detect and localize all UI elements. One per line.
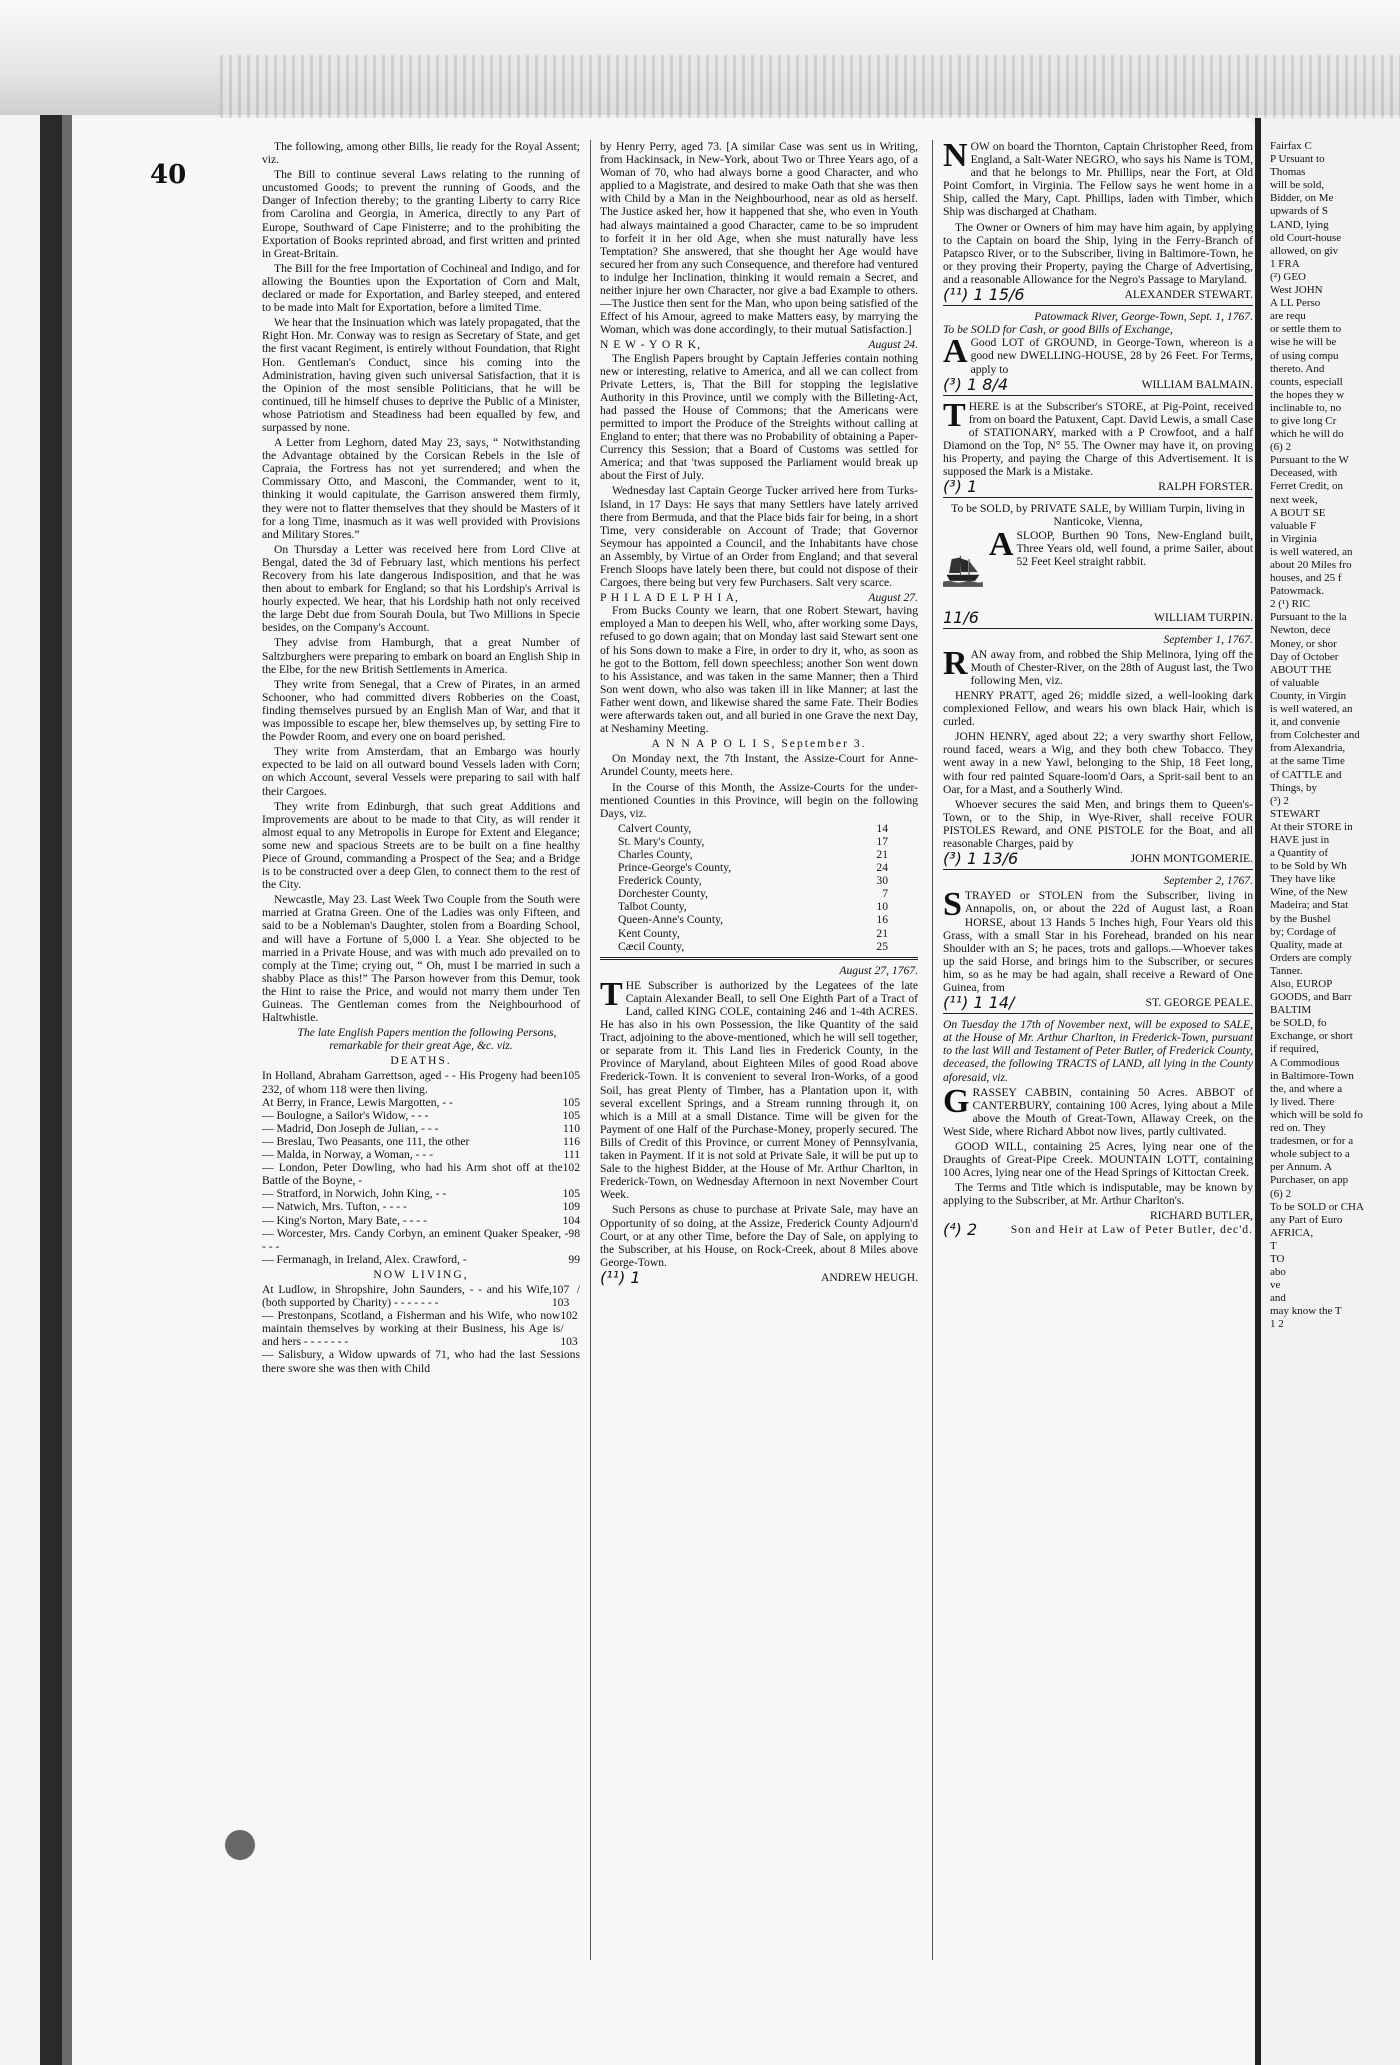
- facing-page-line: A LL Perso: [1270, 297, 1321, 310]
- facing-page-line: will be sold,: [1270, 179, 1325, 192]
- facing-page-line: a Quantity of: [1270, 847, 1329, 860]
- facing-page-line: tradesmen, or for a: [1270, 1135, 1354, 1148]
- advertisement-text: NOW on board the Thornton, Captain Christopher Reed, from England, a Salt-Water NEGRO, who says his Name is TOM, and that he belongs to Mr. Phillips, near the Fort, at Old Point Comfort, in Virginia. The Fellow says he went home in a Ship, called the Mary, Capt. Phillips, laden with Timber, which Ship was discharged at Chatham.: [943, 140, 1253, 219]
- facing-page-line: HAVE just in: [1270, 833, 1330, 846]
- facing-page-line: upwards of S: [1270, 205, 1329, 218]
- advertisement-text: RAN away from, and robbed the Ship Melinora, lying off the Mouth of Chester-River, on the 28th of August last, the Two following Men, viz.: [943, 644, 1253, 687]
- facing-page-line: Pursuant to the la: [1270, 611, 1347, 624]
- facing-page-line: about 20 Miles fro: [1270, 559, 1352, 571]
- facing-page-line: it, and convenie: [1270, 716, 1340, 729]
- drop-cap: A: [943, 333, 968, 371]
- signature-line: (¹¹) 1 15/6 ALEXANDER STEWART.: [943, 285, 1253, 305]
- list-item: — King's Norton, Mary Bate, - - - - 104: [262, 1213, 580, 1227]
- facing-page-line: which he will do: [1270, 428, 1344, 441]
- facing-page-column: [1270, 140, 1395, 1970]
- advertisement-text: Whoever secures the said Men, and brings them to Queen's-Town, or to the Ship, in Wye-River, shall receive FOUR PISTOLES Reward, and ONE PISTOLE for the Boat, and all reasonable Charges, paid by: [943, 797, 1253, 851]
- facing-page-line: At their STORE in: [1270, 820, 1353, 833]
- list-item: — Prestonpans, Scotland, a Fisherman and his Wife, who now maintain themselves by working at their Business, his Age is and hers - - - - - - - 102 / 103: [262, 1309, 578, 1349]
- list-item: St. Mary's County, 17: [618, 834, 888, 848]
- list-item: — Fermanagh, in Ireland, Alex. Crawford, - 99: [262, 1252, 580, 1266]
- facing-page-line: of valuable: [1270, 676, 1320, 689]
- living-list: [262, 1283, 580, 1375]
- drop-cap: S: [943, 886, 962, 924]
- facing-page-line: at the same Time: [1270, 755, 1345, 768]
- advertisement-text: Such Persons as chuse to purchase at Private Sale, may have an Opportunity of so doing, at the Assize, Frederick County Adjourn'd Court, or at any other Time, before the Day of Sale, on applying to the Subscriber, at his House, on Rock-Creek, about 8 Miles above George-Town.: [600, 1203, 918, 1269]
- facing-page-line: are requ: [1270, 310, 1306, 323]
- facing-page-line: TO: [1270, 1252, 1285, 1265]
- facing-page-line: Deceased, with: [1270, 467, 1338, 480]
- column-3: [943, 140, 1253, 1970]
- facing-page-line: GOODS, and Barr: [1270, 991, 1352, 1004]
- list-item: Charles County, 21: [618, 847, 888, 861]
- ad-date: September 2, 1767.: [1163, 874, 1253, 888]
- list-item: — Natwich, Mrs. Tufton, - - - - 109: [262, 1200, 580, 1214]
- facing-page-line: which will be sold fo: [1270, 1108, 1363, 1121]
- signature-line: (⁴) 2 Son and Heir at Law of Peter Butler, dec'd.: [943, 1219, 1253, 1239]
- advertisement-text: A Good LOT of GROUND, in George-Town, whereon is a good new DWELLING-HOUSE, 28 by 26 Feet. For Terms, apply to: [943, 333, 1253, 376]
- paragraph: by Henry Perry, aged 73. [A similar Case was sent us in Writing, from Hackinsack, in New-York, about Two or Three Years ago, of a Woman of 70, who had always borne a good Character, and who applied to a Magistrate, and desired to make Oath that she was then with Child by a Man in the Neighbourhood, near as old as herself. The Justice asked her, how it happened that she, who even in Youth had always maintained a good Character, came to be so imprudent to forfeit it in her old Age, when she must naturally have less Temptation? She answered, that she thought her Age would have secured her from any such Consequence, and therefore had ventured to indulge her Inclination, thinking it would remain a Secret, and neither injure her own Character, nor give a bad Example to others.—The Justice then sent for the Man, who upon being satisfied of the Effect of his Amour, agreed to make Matters easy, by marrying the Woman, which was done accordingly, to their mutual Satisfaction.]: [600, 140, 918, 337]
- facing-page-line: by; Cordage of: [1270, 925, 1336, 938]
- paragraph: They write from Senegal, that a Crew of Pirates, in an armed Schooner, who had committed divers Robberies on the Coast, finding themselves pursued by an English Man of War, and that it was impossible to escape her, blew themselves up, by setting Fire to the Powder Room, and every one on board perished.: [262, 677, 580, 744]
- facing-page-line: allowed, on giv: [1270, 244, 1339, 257]
- divider: [943, 305, 1253, 306]
- signature-line: (¹¹) 1 14/ ST. GEORGE PEALE.: [943, 993, 1253, 1013]
- advertisement-text: THERE is at the Subscriber's STORE, at Pig-Point, received from on board the Patuxent, Capt. David Lewis, a small Case of STATIONARY, marked with a P Crowfoot, and a half Diamond on the Top, N° 55. The Owner may have it, on proving his Property, and paying the Charge of this Advertisement. It is supposed the Mark is a Mistake.: [943, 396, 1253, 479]
- facing-page-line: abo: [1270, 1266, 1286, 1279]
- column-rule: [932, 140, 933, 1960]
- advertisement-text: ASLOOP, Burthen 90 Tons, New-England built, Three Years old, well found, a prime Sailer, about 52 Feet Keel straight rabbit.: [988, 525, 1253, 568]
- facing-page-line: to be Sold by Wh: [1270, 860, 1347, 873]
- signature: RICHARD BUTLER,: [1149, 1209, 1253, 1223]
- facing-page-line: P Ursuant to: [1270, 153, 1325, 166]
- signature-line: 11/6 WILLIAM TURPIN.: [943, 607, 1253, 627]
- facing-page-line: Patowmack.: [1270, 585, 1325, 598]
- signature-line: (¹¹) 1 ANDREW HEUGH.: [600, 1267, 918, 1287]
- advertisement-text: GOOD WILL, containing 25 Acres, lying near one of the Draughts of Great-Pipe Creek. MOUNTAIN LOTT, containing 100 Acres, lying near one of the Head Springs of Kittoctan Creek.: [943, 1140, 1253, 1180]
- list-item: At Ludlow, in Shropshire, John Saunders, - - and his Wife, (both supported by Charity) - - - - - - - 107 / 103: [262, 1282, 580, 1310]
- facing-page-line: wise he will be: [1270, 336, 1337, 349]
- facing-page-line: in Baltimore-Town: [1270, 1069, 1354, 1082]
- facing-page-line: is well watered, an: [1270, 703, 1353, 716]
- list-item: Dorchester County, 7: [618, 887, 888, 901]
- book-spine: [40, 115, 62, 2065]
- paragraph: The English Papers brought by Captain Jefferies contain nothing new or interesting, relative to America, and all we can collect from Private Letters, is, That the Bill for stopping the legislative Authority in this Province, until we comply with the Billeting-Act, had passed the House of Commons; that the Americans were permitted to import the Produce of the Streights without calling at England to enter; that there was no Probability of obtaining a Paper-Currency this Session; that a Board of Customs was settled for America; and that 'twas supposed the Parliament would break up about the First of July.: [600, 351, 918, 483]
- ad-heading: To be SOLD, by PRIVATE SALE, by William Turpin, living in Nanticoke, Vienna,: [951, 502, 1245, 529]
- advertisement-text: THE Subscriber is authorized by the Legatees of the late Captain Alexander Beall, to sell One Eighth Part of a Tract of Land, called KING COLE, containing 246 and 1-4th ACRES. He has also in his own Possession, the like Quantity of the said Tract, adjoining to the above-mentioned, which he will sell together, or separate from it. This Land lies in Frederick County, in the Province of Maryland, about Eighteen Miles of good Road above Frederick-Town. It is convenient to several Iron-Works, of a good Soil, has great Plenty of Timber, has a Plantation upon it, with several excellent Springs, and a Stream running through it, on which is a Mill at a small Distance. Time will be given for the Payment of one Half of the Purchase-Money, properly secured. The Bills of Credit of this Province, or current Money of Pennsylvania, taken in Payment. If it is not sold at Private Sale, it will be put up to Sale to the highest Bidder, at the House of Mr. Arthur Charlton, in Frederick-Town, on Wednesday Afternoon in next November Court Week.: [600, 975, 918, 1202]
- facing-page-line: A Commodious: [1270, 1056, 1340, 1069]
- facing-page-line: Exchange, or short: [1270, 1030, 1353, 1043]
- facing-page-line: Quality, made at: [1270, 938, 1343, 951]
- paragraph: In the Course of this Month, the Assize-Courts for the under-mentioned Counties in this Province, will begin on the following Days, viz.: [600, 780, 918, 820]
- dateline: P H I L A D E L P H I A, August 27.: [600, 591, 918, 605]
- ad-date: August 27, 1767.: [839, 963, 918, 977]
- facing-page-line: To be SOLD or CHA: [1270, 1200, 1364, 1213]
- list-item: — Boulogne, a Sailor's Widow, - - - 105: [262, 1108, 580, 1122]
- facing-page-line: be SOLD, fo: [1270, 1017, 1327, 1030]
- paragraph: On Monday next, the 7th Instant, the Assize-Court for Anne-Arundel County, meets here.: [600, 752, 918, 779]
- county-list: [600, 822, 918, 953]
- facing-page-line: 1 FRA: [1270, 257, 1300, 270]
- divider: [943, 395, 1253, 396]
- facing-page-line: Purchaser, on app: [1270, 1174, 1349, 1187]
- column-1: [262, 140, 580, 1970]
- advertisement-text: GRASSEY CABBIN, containing 50 Acres. ABBOT of CANTERBURY, containing 100 Acres, lying about a Mile above the Mouth of Great-Town, Allaway Creek, on the West Side, where Richard Abbot now lives, partly cultivated.: [943, 1082, 1253, 1138]
- facing-page-line: Things, by: [1270, 781, 1318, 794]
- ad-heading: To be SOLD for Cash, or good Bills of Exchange,: [943, 323, 1173, 337]
- paragraph: They write from Edinburgh, that such great Additions and Improvements are about to be made to that City, as will render it almost equal to any Metropolis in Europe for Extent and Elegance; some new and spacious Streets are to be built on a fine healthy Piece of Ground, commanding a Prospect of the Sea; and a Bridge is to be constructed over a deep Glen, to connect them to the rest of the City.: [262, 799, 580, 892]
- facing-page-line: next week,: [1270, 493, 1318, 506]
- paragraph: They advise from Hamburgh, that a great Number of Saltzburghers were preparing to embark on board an English Ship in the Elbe, for the new British Settlements in America.: [262, 636, 580, 676]
- facing-page-line: Tanner.: [1270, 964, 1303, 977]
- facing-page-line: valuable F: [1270, 519, 1317, 532]
- facing-page-line: if required,: [1270, 1043, 1319, 1056]
- list-item: Queen-Anne's County, 16: [618, 913, 888, 927]
- ship-woodcut-icon: [943, 531, 983, 609]
- facing-page-line: Wine, of the New: [1270, 886, 1348, 899]
- divider: [943, 628, 1253, 629]
- living-heading: NOW LIVING,: [373, 1267, 469, 1281]
- facing-page-line: T: [1270, 1239, 1277, 1252]
- advertisement-text: STRAYED or STOLEN from the Subscriber, living in Annapolis, on, or about the 22d of August last, a Roan HORSE, about 13 Hands 5 Inches high, Four Years old this Grass, with a small Star in his Forehead, branded on his near Shoulder with an S; he paces, trots and gallops.—Whoever takes up the said Horse, and brings him to the Subscriber, or secures him, so as he may be had again, shall receive a Reward of One Guinea, from: [943, 886, 1253, 994]
- drop-cap: N: [943, 140, 968, 174]
- advertisement-text: HENRY PRATT, aged 26; middle sized, a well-looking dark complexioned Fellow, and wears his own black Hair, which is curled.: [943, 689, 1253, 729]
- drop-cap: G: [943, 1082, 970, 1120]
- dateline: A N N A P O L I S, September 3.: [651, 737, 867, 751]
- facing-page-line: of CATTLE and: [1270, 768, 1342, 781]
- facing-page-line: (²) GEO: [1270, 270, 1306, 283]
- dateline: N E W - Y O R K, August 24.: [600, 338, 918, 352]
- facing-page-line: per Annum. A: [1270, 1161, 1333, 1174]
- divider: [943, 497, 1253, 498]
- list-item: Frederick County, 30: [618, 874, 888, 888]
- facing-page-line: red on. They: [1270, 1122, 1326, 1135]
- facing-page-line: STEWART: [1270, 807, 1321, 820]
- facing-page-line: of using compu: [1270, 349, 1339, 362]
- facing-page-line: ly lived. There: [1270, 1095, 1335, 1108]
- facing-page-line: old Court-house: [1270, 231, 1342, 244]
- facing-page-line: the, and where a: [1270, 1082, 1343, 1095]
- list-item: Calvert County, 14: [618, 821, 888, 835]
- list-item: — Stratford, in Norwich, John King, - - 105: [262, 1187, 580, 1201]
- facing-page-line: in Virginia: [1270, 532, 1317, 545]
- facing-page-line: A BOUT SE: [1270, 506, 1326, 519]
- deaths-heading: DEATHS.: [390, 1054, 452, 1068]
- facing-page-line: from Colchester and: [1270, 729, 1360, 742]
- facing-page-line: Bidder, on Me: [1270, 192, 1334, 205]
- signature-line: (³) 1 RALPH FORSTER.: [943, 477, 1253, 497]
- facing-page-line: to give long Cr: [1270, 414, 1337, 427]
- paragraph: Wednesday last Captain George Tucker arrived here from Turks-Island, in 17 Days: He says that many Settlers have lately arrived there from Bermuda, and that the Place bids fair for being, in a short Time, very considerable on Account of Trade; that Governor Seymour has appointed a Council, and the Inhabitants have chose an Assembly, by Virtue of an Order from England; and that several French Sloops have lately been there, but could not dispose of their Cargoes, there being but very few Purchasers. Salt very scarce.: [600, 484, 918, 590]
- paragraph: The Bill to continue several Laws relating to the running of uncustomed Goods; to prevent the running of Goods, and the Danger of Infection thereby; to the granting Liberty to carry Rice from Carolina and Georgia, in America, directly to any Part of Europe, Southward of Cape Finisterre; and to the prohibiting the Exportation of Books reprinted abroad, and first written and printed in Great-Britain.: [262, 168, 580, 260]
- paragraph: They write from Amsterdam, that an Embargo was hourly expected to be laid on all outward bound Vessels laden with Corn; on which Account, several Vessels were preparing to sail with half their Cargoes.: [262, 745, 580, 798]
- facing-page-line: Orders are comply: [1270, 951, 1352, 964]
- signature-line: (³) 1 8/4 WILLIAM BALMAIN.: [943, 374, 1253, 394]
- facing-page-line: They have like: [1270, 873, 1336, 886]
- facing-page-line: Thomas: [1270, 166, 1306, 179]
- facing-page-line: (6) 2: [1270, 1187, 1292, 1200]
- facing-page-line: Ferret Credit, on: [1270, 480, 1344, 493]
- facing-page-line: Madeira; and Stat: [1270, 899, 1349, 912]
- drop-cap: T: [943, 396, 966, 434]
- scan-noise: [220, 55, 1400, 125]
- paragraph: On Thursday a Letter was received here from Lord Clive at Bengal, dated the 3d of February last, which mentions his perfect Recovery from his late dangerous Indisposition, and that he was then about to embark for England; so that his Lordship's Arrival is hourly expected. We hear, that his Lordship hath not only received the large Debt due from Sourah Doula, but Two Millions in Specie besides, on the Company's Account.: [262, 542, 580, 635]
- list-item: — Breslau, Two Peasants, one 111, the other 116: [262, 1134, 580, 1148]
- drop-cap: T: [600, 975, 623, 1013]
- facing-page-line: Also, EUROP: [1270, 978, 1333, 990]
- advertisement-text: The Terms and Title which is indisputable, may be known by applying to the Subscriber, at Mr. Arthur Charlton's.: [943, 1181, 1253, 1208]
- list-item: — Worcester, Mrs. Candy Corbyn, an eminent Quaker Speaker, - - - - 98: [262, 1226, 580, 1253]
- book-spine-edge: [62, 115, 72, 2065]
- facing-page-line: 1 2: [1270, 1318, 1284, 1331]
- facing-page-line: Money, or shor: [1270, 637, 1337, 650]
- list-item: In Holland, Abraham Garrettson, aged - - His Progeny had been 232, of whom 118 were then living. 105: [262, 1069, 580, 1096]
- deaths-list: [262, 1069, 580, 1265]
- facing-page-line: (6) 2: [1270, 441, 1292, 454]
- facing-page-line: from Alexandria,: [1270, 742, 1346, 755]
- facing-page-line: the hopes they w: [1270, 388, 1345, 401]
- list-item: — Madrid, Don Joseph de Julian, - - - 110: [262, 1121, 580, 1135]
- facing-page-line: ve: [1270, 1279, 1281, 1292]
- ad-date: September 1, 1767.: [1163, 632, 1253, 646]
- list-item: — Malda, in Norway, a Woman, - - - 111: [262, 1148, 580, 1162]
- ad-heading: Patowmack River, George-Town, Sept. 1, 1767.: [1034, 310, 1253, 324]
- paragraph: We hear that the Insinuation which was lately propagated, that the Right Hon. Mr. Conway was to resign as Secretary of State, and get the first vacant Regiment, is entirely without Foundation, that Right Hon. Gentleman's Conduct, since his coming into the Administration, having given such universal Satisfaction, that it is the Opinion of the most sensible Politicians, that he will be continued, till he himself chuses to deprive the Public of a Minister, whose Patriotism and Steadiness had been equalled by few, and surpassed by none.: [262, 316, 580, 434]
- paragraph: The Bill for the free Importation of Cochineal and Indigo, and for allowing the Bounties upon the Exportation of Corn and Malt, declared or made for Exportation, and Barley steeped, and entered to be made into Malt for Exportation, before a limited Time.: [262, 261, 580, 315]
- page-number: 40: [150, 160, 187, 190]
- facing-page-line: thereto. And: [1270, 362, 1325, 375]
- drop-cap: A: [988, 525, 1014, 563]
- facing-page-line: Day of October: [1270, 650, 1339, 663]
- paragraph: A Letter from Leghorn, dated May 23, says, “ Notwithstanding the Advantage obtained by the Corsican Rebels in the Isle of Capraia, the Fortress has not yet surrendered; and when the Commissary Otto, and Masconi, the Commander, went to it, thinking it would capitulate, the Garrison answered them firmly, they were not to flatter themselves that they should be Masters of it for a long Time, inasmuch as it was well provided with Provisions and Military Stores.”: [262, 436, 580, 541]
- list-item: Kent County, 21: [618, 926, 888, 940]
- facing-page-line: 2 (¹) RIC: [1270, 598, 1310, 611]
- facing-page-line: (³) 2: [1270, 794, 1289, 807]
- facing-page-line: whole subject to a: [1270, 1148, 1350, 1161]
- sloop-advertisement: [943, 525, 1253, 611]
- column-2: [600, 140, 918, 1970]
- drop-cap: R: [943, 644, 968, 682]
- divider: [600, 957, 918, 960]
- paragraph: The late English Papers mention the following Persons, remarkable for their great Age, &c. viz.: [297, 1026, 557, 1053]
- facing-page-line: is well watered, an: [1270, 545, 1353, 558]
- paragraph: The following, among other Bills, lie ready for the Royal Assent; viz.: [262, 140, 580, 167]
- list-item: At Berry, in France, Lewis Margotten, - - 105: [262, 1095, 580, 1109]
- facing-page-line: any Part of Euro: [1270, 1213, 1343, 1226]
- signature-line: (³) 1 13/6 JOHN MONTGOMERIE.: [943, 849, 1253, 869]
- facing-page-line: Newton, dece: [1270, 624, 1331, 637]
- facing-page-line: LAND, lying: [1270, 218, 1329, 231]
- facing-page-line: may know the T: [1270, 1305, 1342, 1318]
- ad-heading: On Tuesday the 17th of November next, will be exposed to SALE, at the House of Mr. Arthur Charlton, in Frederick-Town, pursuant to the last Will and Testament of Peter Butler, of Frederick County, deceased, the following TRACTS of LAND, all lying in the County aforesaid, viz.: [943, 1018, 1253, 1084]
- facing-page-line: West JOHN: [1270, 284, 1323, 297]
- binding-hole: [225, 1830, 255, 1860]
- facing-page-line: AFRICA,: [1270, 1226, 1314, 1239]
- divider: [943, 1013, 1253, 1014]
- list-item: — Salisbury, a Widow upwards of 71, who had the last Sessions there swore she was then with Child: [262, 1348, 580, 1375]
- list-item: Cæcil County, 25: [618, 939, 888, 953]
- list-item: Talbot County, 10: [618, 900, 888, 914]
- facing-page-line: counts, especiall: [1270, 375, 1343, 388]
- facing-page-line: by the Bushel: [1270, 912, 1331, 925]
- list-item: Prince-George's County, 24: [618, 861, 888, 875]
- facing-page-line: ABOUT THE: [1270, 663, 1332, 676]
- facing-page-line: inclinable to, no: [1270, 401, 1342, 414]
- advertisement-text: JOHN HENRY, aged about 22; a very swarthy short Fellow, round faced, wears a Wig, and they both chew Tobacco. They went away in a new Yawl, belonging to the Ship, 18 Feet long, with four red painted Square-loom'd Oars, a Sprit-sail bent to an Oar, for a Mast, and a Southerly Wind.: [943, 730, 1253, 796]
- column-rule: [590, 140, 591, 1960]
- divider: [943, 869, 1253, 870]
- paragraph: Newcastle, May 23. Last Week Two Couple from the South were married at Gratna Green. One of the Ladies was only Fifteen, and said to be a Nobleman's Daughter, stolen from a Boarding School, and will have a Fortune of 5,000 l. a Year. She objected to be married in a Private House, and was with much ado prevailed on to comply at the Time; crying out, “ Oh, must I be married in such a shabby Place as this!” The Parson however from this Demur, took the Hint to raise the Price, and would not marry them under Ten Guineas. The Gentleman comes from the Neighbourhood of Haltwhistle.: [262, 893, 580, 1025]
- facing-page-line: and: [1270, 1292, 1286, 1305]
- advertisement-text: The Owner or Owners of him may have him again, by applying to the Captain on board the Ship, lying in the Ferry-Branch of Patapsco River, or to the Subscriber, living in Baltimore-Town, he or they proving their Property, paying the Charge of Advertising, and a reasonable Allowance for the Negro's Passage to Maryland.: [943, 220, 1253, 286]
- facing-page-line: BALTIM: [1270, 1004, 1312, 1017]
- facing-page-line: or settle them to: [1270, 323, 1342, 336]
- paragraph: From Bucks County we learn, that one Robert Stewart, having employed a Man to deepen his Well, who, after working some Days, refused to go down again; that on Monday last said Stewart sent one of his Sons down to make a Fire, in order to dry it, who, as soon as he got to the Bottom, fell down speechless; another Son went down to his Assistance, and was taken in the same Manner; then a Third Son went down, who also was taken ill in like Manner; at last the Father went down, and likewise shared the same Fate. Their Bodies were afterwards taken out, and all buried in one Grave the next Day, at Neshaminy Meeting.: [600, 604, 918, 736]
- facing-page-line: houses, and 25 f: [1270, 572, 1342, 585]
- facing-page-line: County, in Virgin: [1270, 689, 1347, 702]
- facing-page-line: Fairfax C: [1270, 140, 1312, 152]
- facing-page-line: Pursuant to the W: [1270, 454, 1349, 467]
- list-item: — London, Peter Dowling, who had his Arm shot off at the Battle of the Boyne, - 102: [262, 1161, 580, 1188]
